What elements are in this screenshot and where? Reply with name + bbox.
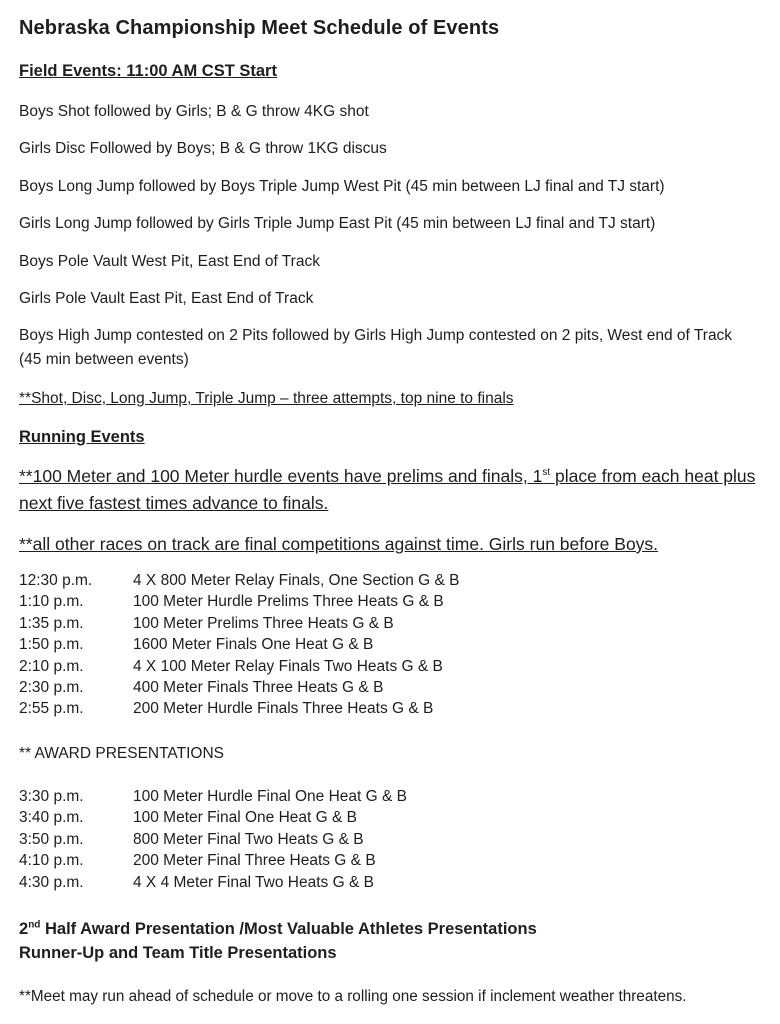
prelims-note-text-continued: place from each heat plus next five fastest times advance to finals.	[19, 466, 756, 513]
event-time: 2:10 p.m.	[19, 657, 84, 675]
field-events-heading: Field Events: 11:00 AM CST Start	[19, 62, 277, 80]
closing-line-1	[19, 917, 537, 941]
event-name: 200 Meter Final Three Heats G & B	[133, 852, 376, 870]
closing-ordinal: 2	[19, 920, 29, 938]
event-name: 800 Meter Final Two Heats G & B	[133, 830, 364, 848]
closing-ordinal-superscript: nd	[28, 919, 41, 931]
closing-presentations	[19, 917, 537, 965]
event-name: 1600 Meter Finals One Heat G & B	[133, 636, 374, 654]
schedule-row	[19, 788, 407, 809]
event-time: 1:10 p.m.	[19, 593, 84, 611]
event-name: 100 Meter Hurdle Prelims Three Heats G & B	[133, 593, 444, 611]
schedule-row	[19, 874, 407, 895]
event-name: 4 X 100 Meter Relay Finals Two Heats G & B	[133, 657, 443, 675]
field-event-line: Girls Pole Vault East Pit, East End of Track	[19, 290, 314, 307]
running-events-heading: Running Events	[19, 428, 145, 446]
schedule-row	[19, 636, 460, 657]
event-time: 4:30 p.m.	[19, 873, 84, 891]
weather-footnote: **Meet may run ahead of schedule or move to a rolling one session if inclement weather threatens.	[19, 988, 687, 1005]
field-events-note: **Shot, Disc, Long Jump, Triple Jump – three attempts, top nine to finals	[19, 390, 514, 407]
event-name: 200 Meter Hurdle Finals Three Heats G & B	[133, 700, 434, 718]
prelims-note	[19, 463, 764, 517]
event-name: 4 X 800 Meter Relay Finals, One Section G & B	[133, 572, 460, 589]
prelims-note-text: **100 Meter and 100 Meter hurdle events have prelims and finals, 1	[19, 466, 543, 486]
final-races-note: **all other races on track are final competitions against time. Girls run before Boys.	[19, 534, 659, 554]
schedule-row	[19, 615, 460, 636]
schedule-row	[19, 658, 460, 679]
event-time: 12:30 p.m.	[19, 572, 93, 589]
field-event-line: Boys Pole Vault West Pit, East End of Track	[19, 253, 320, 270]
event-name: 100 Meter Final One Heat G & B	[133, 809, 357, 827]
event-time: 1:50 p.m.	[19, 636, 84, 654]
schedule-row	[19, 572, 460, 593]
event-time: 3:40 p.m.	[19, 809, 84, 827]
field-event-line: Boys Long Jump followed by Boys Triple Jump West Pit (45 min between LJ final and TJ start)	[19, 178, 665, 195]
field-event-line: Boys Shot followed by Girls; B & G throw 4KG shot	[19, 103, 369, 120]
schedule-row	[19, 700, 460, 721]
field-event-line: Girls Long Jump followed by Girls Triple Jump East Pit (45 min between LJ final and TJ start)	[19, 215, 656, 232]
event-time: 2:30 p.m.	[19, 678, 84, 696]
field-event-line: Boys High Jump contested on 2 Pits followed by Girls High Jump contested on 2 pits, West end of Track (45 min between events)	[19, 327, 733, 368]
page-title: Nebraska Championship Meet Schedule of Events	[19, 17, 500, 39]
event-time: 4:10 p.m.	[19, 852, 84, 870]
event-time: 2:55 p.m.	[19, 700, 84, 718]
event-time: 3:50 p.m.	[19, 830, 84, 848]
event-name: 100 Meter Hurdle Final One Heat G & B	[133, 788, 407, 805]
schedule-row	[19, 831, 407, 852]
closing-line-1-text: Half Award Presentation /Most Valuable Athletes Presentations	[40, 920, 537, 938]
schedule-row	[19, 809, 407, 830]
closing-line-2: Runner-Up and Team Title Presentations	[19, 944, 337, 962]
schedule-row	[19, 593, 460, 614]
event-name: 100 Meter Prelims Three Heats G & B	[133, 614, 394, 632]
event-name: 4 X 4 Meter Final Two Heats G & B	[133, 873, 374, 891]
award-presentations-label: ** AWARD PRESENTATIONS	[19, 745, 224, 762]
prelims-note-superscript: st	[542, 467, 551, 479]
event-name: 400 Meter Finals Three Heats G & B	[133, 678, 384, 696]
event-time: 3:30 p.m.	[19, 788, 84, 805]
schedule-block-2	[19, 788, 407, 895]
schedule-row	[19, 679, 460, 700]
schedule-row	[19, 852, 407, 873]
field-event-line: Girls Disc Followed by Boys; B & G throw 1KG discus	[19, 140, 387, 157]
event-time: 1:35 p.m.	[19, 614, 84, 632]
schedule-block-1	[19, 572, 460, 722]
